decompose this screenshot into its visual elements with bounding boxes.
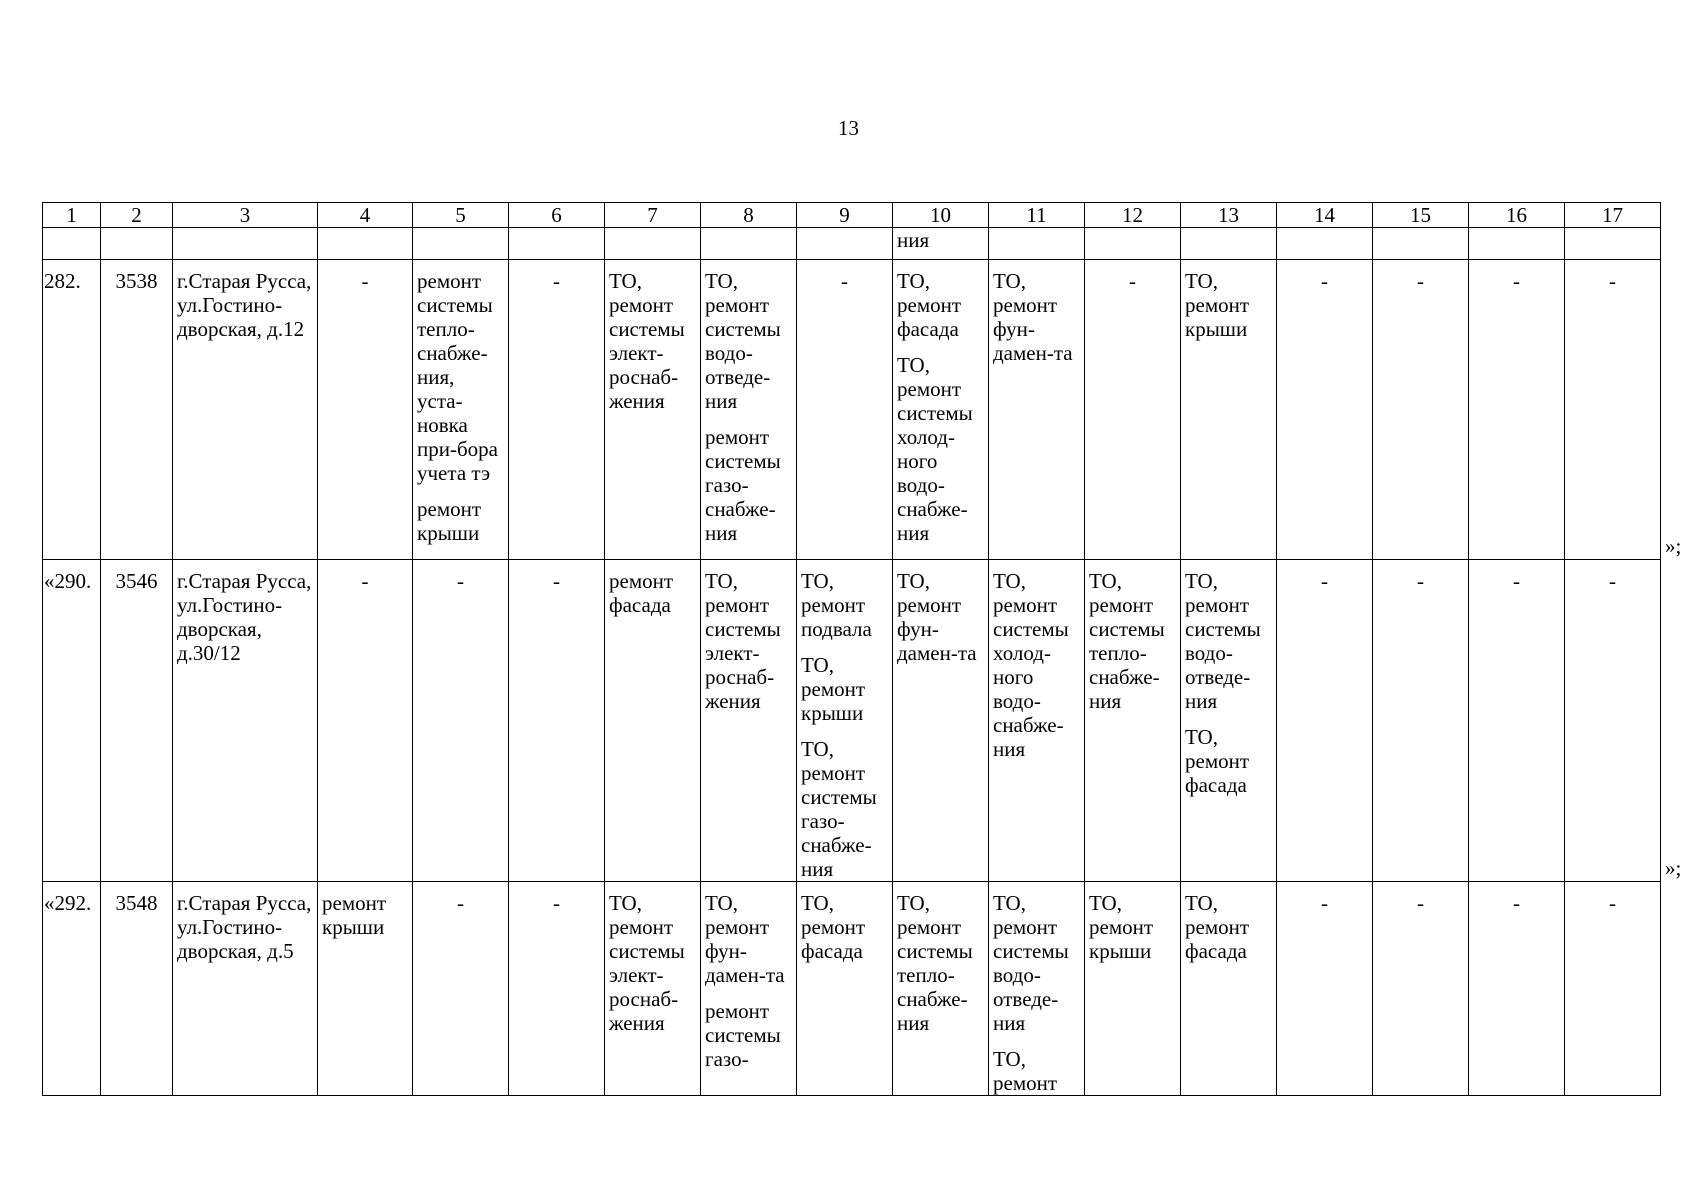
work-item: -	[457, 569, 464, 593]
work-cell-6	[509, 882, 605, 1096]
work-item: ТО, ремонт системы водо-отведе-ния	[993, 891, 1069, 1035]
work-item: -	[1513, 891, 1520, 915]
work-item: ТО, ремонт фасада	[897, 269, 962, 341]
work-cell-5	[413, 560, 509, 882]
work-item: ТО, ремонт системы водо-отведе-ния	[705, 269, 781, 413]
work-cell-13	[1181, 260, 1277, 560]
closing-quote-mark: »;	[1665, 855, 1682, 880]
work-item: ТО, ремонт крыши	[1185, 269, 1250, 341]
work-item: -	[361, 569, 369, 593]
column-number-17: 17	[1565, 203, 1661, 228]
column-number-row	[43, 203, 1661, 228]
work-item: ТО, ремонт фасада	[1185, 725, 1250, 797]
work-item: -	[1417, 891, 1424, 915]
work-cell-8	[701, 882, 797, 1096]
table-row	[43, 560, 1661, 882]
column-number-12: 12	[1085, 203, 1181, 228]
work-cell-14	[1277, 560, 1373, 882]
work-item: ТО, ремонт системы тепло-снабже-ния	[1089, 569, 1165, 713]
work-item: -	[457, 891, 464, 915]
column-number-2: 2	[101, 203, 173, 228]
work-item: -	[553, 569, 560, 593]
work-cell-4	[318, 882, 413, 1096]
work-cell-7	[605, 560, 701, 882]
work-cell-14	[1277, 260, 1373, 560]
table-row	[43, 260, 1661, 560]
work-cell-15	[1373, 260, 1469, 560]
column-number-6: 6	[509, 203, 605, 228]
work-cell-4	[318, 560, 413, 882]
work-item: ТО, ремонт системы холод-ного водо-снабже-ния	[897, 353, 973, 545]
work-item: ТО, ремонт фун-дамен-та	[993, 269, 1073, 365]
work-cell-17	[1565, 260, 1661, 560]
column-number-14: 14	[1277, 203, 1373, 228]
house-code: 3546	[101, 560, 173, 882]
work-cell-10	[893, 560, 989, 882]
work-cell-17	[1565, 882, 1661, 1096]
work-cell-16	[1469, 560, 1565, 882]
work-cell-7	[605, 882, 701, 1096]
work-item: ТО, ремонт системы элект-роснаб-жения	[609, 269, 685, 413]
continuation-cell: ния	[893, 228, 989, 260]
repair-schedule-table	[42, 202, 1661, 1096]
column-number-11: 11	[989, 203, 1085, 228]
work-item: ТО, ремонт системы элект-роснаб-жения	[705, 569, 781, 713]
column-number-5: 5	[413, 203, 509, 228]
work-item: -	[1609, 891, 1616, 915]
work-cell-9	[797, 882, 893, 1096]
work-item: -	[841, 269, 848, 293]
work-item: ремонт системы тепло-снабже-ния, уста-новка при-бора учета тэ	[417, 269, 498, 485]
column-number-8: 8	[701, 203, 797, 228]
column-number-3: 3	[173, 203, 318, 228]
column-number-15: 15	[1373, 203, 1469, 228]
table-row	[43, 882, 1661, 1096]
page-number: 13	[838, 116, 859, 140]
column-number-10: 10	[893, 203, 989, 228]
work-item: ТО, ремонт фасада	[801, 891, 866, 963]
work-item: -	[1609, 269, 1616, 293]
work-item: ТО, ремонт системы газо-снабже-ния	[801, 737, 877, 881]
row-number: «290.	[43, 560, 101, 882]
column-number-16: 16	[1469, 203, 1565, 228]
work-cell-7	[605, 260, 701, 560]
column-number-4: 4	[318, 203, 413, 228]
work-item: ремонт крыши	[417, 497, 482, 545]
work-cell-11	[989, 882, 1085, 1096]
work-cell-12	[1085, 560, 1181, 882]
work-item: ТО, ремонт системы холод-ного водо-снабже-ния	[993, 569, 1069, 761]
work-item: ТО, ремонт системы элект-роснаб-жения	[609, 891, 685, 1035]
column-number-7: 7	[605, 203, 701, 228]
work-item: ремонт системы газо-снабже-ния	[705, 425, 781, 545]
work-item: ТО, ремонт фун-дамен-та	[705, 891, 785, 987]
work-cell-17	[1565, 560, 1661, 882]
work-item: ремонт системы газо-	[705, 999, 781, 1071]
work-item: ТО, ремонт фун-дамен-та	[897, 569, 977, 665]
work-item: ТО, ремонт крыши	[1089, 891, 1154, 963]
work-cell-8	[701, 260, 797, 560]
house-address: г.Старая Русса, ул.Гостино-дворская, д.12	[173, 260, 318, 560]
work-item: ТО, ремонт системы тепло-снабже-ния	[897, 891, 973, 1035]
row-number: 282.	[43, 260, 101, 560]
work-cell-9	[797, 260, 893, 560]
house-address: г.Старая Русса, ул.Гостино-дворская, д.30/12	[173, 560, 318, 882]
work-item: -	[1417, 269, 1424, 293]
work-item: ТО, ремонт системы водо-отведе-ния	[1185, 569, 1261, 713]
house-code: 3548	[101, 882, 173, 1096]
continuation-row	[43, 228, 1661, 260]
work-cell-8	[701, 560, 797, 882]
work-cell-13	[1181, 560, 1277, 882]
work-cell-5	[413, 882, 509, 1096]
work-item: -	[1417, 569, 1424, 593]
column-number-9: 9	[797, 203, 893, 228]
work-cell-15	[1373, 882, 1469, 1096]
work-item: -	[1321, 269, 1328, 293]
work-cell-16	[1469, 882, 1565, 1096]
work-cell-11	[989, 260, 1085, 560]
house-code: 3538	[101, 260, 173, 560]
work-cell-16	[1469, 260, 1565, 560]
work-item: -	[361, 269, 369, 293]
work-item: ТО, ремонт крыши	[801, 653, 866, 725]
work-cell-10	[893, 260, 989, 560]
work-item: -	[553, 891, 560, 915]
work-cell-11	[989, 560, 1085, 882]
work-item: ТО, ремонт подвала	[801, 569, 872, 641]
work-item: ремонт крыши	[322, 891, 387, 939]
work-item: -	[1609, 569, 1616, 593]
work-cell-6	[509, 560, 605, 882]
work-item: ТО, ремонт фасада	[1185, 891, 1250, 963]
work-item: -	[1513, 269, 1520, 293]
work-item: -	[1513, 569, 1520, 593]
work-cell-12	[1085, 882, 1181, 1096]
work-cell-9	[797, 560, 893, 882]
work-cell-4	[318, 260, 413, 560]
work-cell-15	[1373, 560, 1469, 882]
work-cell-12	[1085, 260, 1181, 560]
column-number-13: 13	[1181, 203, 1277, 228]
column-number-1: 1	[43, 203, 101, 228]
work-item: -	[1321, 891, 1328, 915]
work-cell-5	[413, 260, 509, 560]
work-item: -	[553, 269, 560, 293]
work-cell-10	[893, 882, 989, 1096]
work-cell-14	[1277, 882, 1373, 1096]
row-number: «292.	[43, 882, 101, 1096]
work-item: ремонт фасада	[609, 569, 674, 617]
house-address: г.Старая Русса, ул.Гостино-дворская, д.5	[173, 882, 318, 1096]
work-cell-13	[1181, 882, 1277, 1096]
work-cell-6	[509, 260, 605, 560]
work-item: -	[1321, 569, 1328, 593]
closing-quote-mark: »;	[1665, 533, 1682, 558]
work-item: -	[1129, 269, 1136, 293]
work-item: ТО, ремонт	[993, 1047, 1058, 1095]
